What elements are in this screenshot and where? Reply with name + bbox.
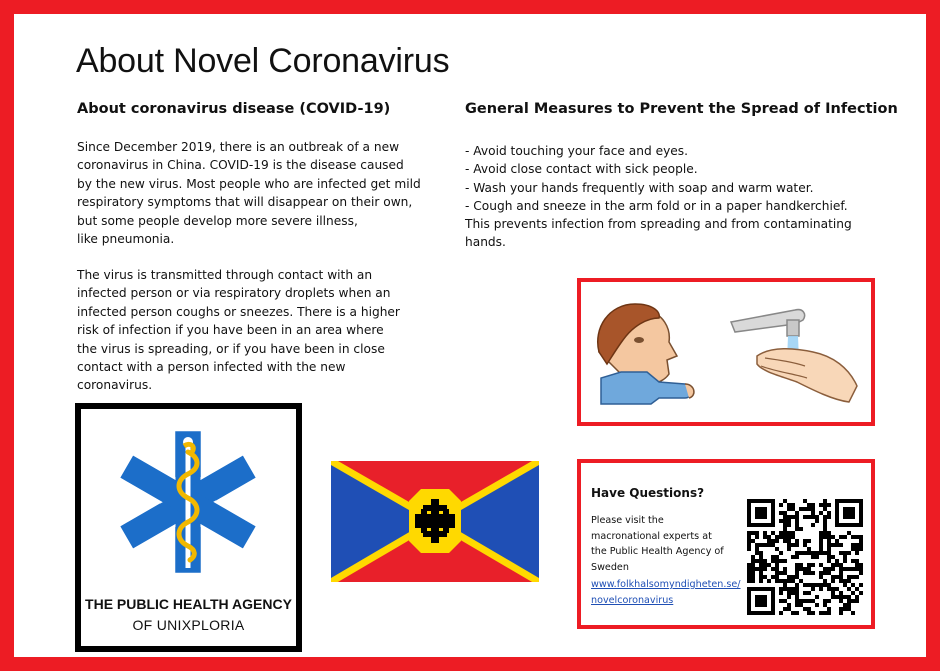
- questions-heading: Have Questions?: [591, 486, 705, 500]
- prevention-item: - Avoid close contact with sick people.: [465, 162, 698, 177]
- agency-emblem-box: [75, 403, 302, 652]
- prevention-item: - Cough and sneeze in the arm fold or in a paper handkerchief.: [465, 198, 848, 213]
- page-title: About Novel Coronavirus: [76, 42, 450, 80]
- agency-subname: OF UNIXPLORIA: [132, 617, 245, 633]
- hand-washing-icon: [731, 310, 857, 402]
- agency-website-link[interactable]: www.folkhalsomyndigheten.se/ novelcoronavirus: [591, 579, 741, 606]
- prevention-item: - Avoid touching your face and eyes.: [465, 144, 689, 158]
- hygiene-illustration-box: [577, 278, 875, 426]
- questions-body: Please visit the macronational experts at the Public Health Agency of Sweden: [591, 515, 724, 573]
- prevention-item: - Wash your hands frequently with soap and warm water.: [465, 180, 814, 195]
- agency-name: THE PUBLIC HEALTH AGENCY: [85, 596, 292, 612]
- prevention-item: hands.: [465, 235, 506, 250]
- covid-paragraph-1: Since December 2019, there is an outbreak of a new coronavirus in China. COVID-19 is the disease caused by the new virus. Most people who are infected get mild respiratory symptoms that will disappear on their own, but some people develop more severe illness, like pneumonia.: [77, 140, 421, 247]
- cough-in-elbow-icon: [581, 282, 871, 422]
- covid-heading: About coronavirus disease (COVID-19): [77, 101, 391, 117]
- prevention-heading: General Measures to Prevent the Spread of Infection: [465, 101, 898, 117]
- questions-box: [577, 459, 875, 629]
- prevention-list: [465, 142, 885, 252]
- qr-code-icon: [743, 495, 867, 619]
- covid-paragraph-2: The virus is transmitted through contact with an infected person or via respiratory droplets when an infected person coughs or sneezes. There is a higher risk of infection if you have been in an area where the virus is spreading, or if you have been in close contact with a person infected with the new coronavirus.: [77, 268, 400, 393]
- flag-icon: [331, 461, 539, 582]
- prevention-item: This prevents infection from spreading and from contaminating: [465, 217, 852, 232]
- star-of-life-icon: [113, 427, 263, 577]
